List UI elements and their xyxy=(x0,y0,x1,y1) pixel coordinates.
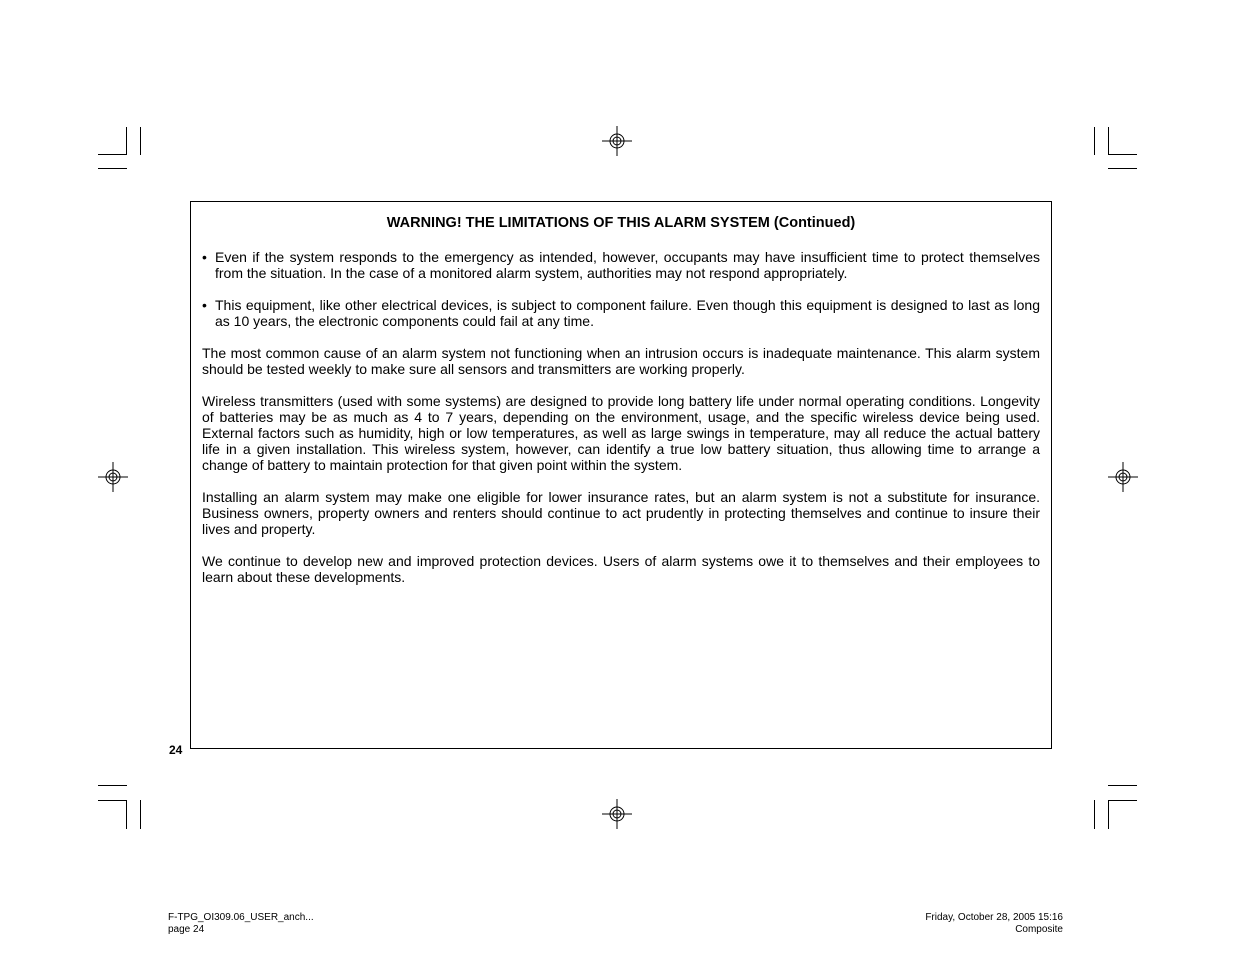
registration-crosshair-icon xyxy=(602,126,632,156)
footer-right xyxy=(925,912,1063,936)
crop-mark-icon xyxy=(98,800,127,801)
crop-mark-icon xyxy=(140,127,141,155)
bullet-text: Even if the system responds to the emergency as intended, however, occupants may have insufficient time to protect themselves from the situation. In the case of a monitored alarm system, authorities may not respond appropriately. xyxy=(215,249,1040,281)
paragraph-wireless-battery: Wireless transmitters (used with some systems) are designed to provide long battery life under normal operating conditions. Longevity of batteries may be as much as 4 to 7 years, depending on the environment, usage, and the specific wireless device being used. External factors such as humidity, high or low temperatures, as well as large swings in temperature, may all reduce the actual battery life in a given installation. This wireless system, however, can identify a true low battery situation, thus allowing time to arrange a change of battery to maintain protection for that given point within the system. xyxy=(202,393,1040,473)
paragraph-maintenance: The most common cause of an alarm system not functioning when an intrusion occurs is inadequate maintenance. This alarm system should be tested weekly to make sure all sensors and transmitters are working properly. xyxy=(202,345,1040,377)
bullet-icon: • xyxy=(202,249,207,265)
footer-page-label: page 24 xyxy=(168,924,205,935)
crop-mark-icon xyxy=(1094,127,1095,155)
footer-timestamp: Friday, October 28, 2005 15:16 xyxy=(925,912,1063,923)
crop-mark-icon xyxy=(1108,127,1109,155)
crop-mark-icon xyxy=(1108,800,1109,829)
page-number: 24 xyxy=(169,743,183,757)
crop-mark-icon xyxy=(1108,168,1137,169)
footer-left xyxy=(168,912,314,936)
crop-mark-icon xyxy=(1108,800,1137,801)
crop-mark-icon xyxy=(98,785,127,786)
bullet-item xyxy=(202,249,1040,281)
paragraph-insurance: Installing an alarm system may make one eligible for lower insurance rates, but an alarm system is not a substitute for insurance. Business owners, property owners and renters should continue to act prudently in protecting themselves and continue to insure their lives and property. xyxy=(202,489,1040,537)
registration-crosshair-icon xyxy=(98,462,128,492)
bullet-item xyxy=(202,297,1040,329)
registration-crosshair-icon xyxy=(1108,462,1138,492)
warning-box xyxy=(190,201,1052,749)
paragraph-new-devices: We continue to develop new and improved protection devices. Users of alarm systems owe it to themselves and their employees to learn about these developments. xyxy=(202,553,1040,585)
crop-mark-icon xyxy=(1108,785,1137,786)
crop-mark-icon xyxy=(1094,800,1095,829)
crop-mark-icon xyxy=(140,800,141,829)
footer-file-name: F-TPG_OI309.06_USER_anch... xyxy=(168,912,314,923)
crop-mark-icon xyxy=(98,168,127,169)
warning-body xyxy=(202,249,1040,601)
bullet-text: This equipment, like other electrical devices, is subject to component failure. Even though this equipment is designed to last as long as 10 years, the electronic components could fail at any time. xyxy=(215,297,1040,329)
crop-mark-icon xyxy=(1108,154,1137,155)
bullet-icon: • xyxy=(202,297,207,313)
crop-mark-icon xyxy=(126,127,127,155)
crop-mark-icon xyxy=(126,800,127,829)
registration-crosshair-icon xyxy=(602,799,632,829)
footer-color-mode: Composite xyxy=(1015,924,1063,935)
section-heading: WARNING! THE LIMITATIONS OF THIS ALARM SYSTEM (Continued) xyxy=(386,215,856,231)
crop-mark-icon xyxy=(98,154,127,155)
